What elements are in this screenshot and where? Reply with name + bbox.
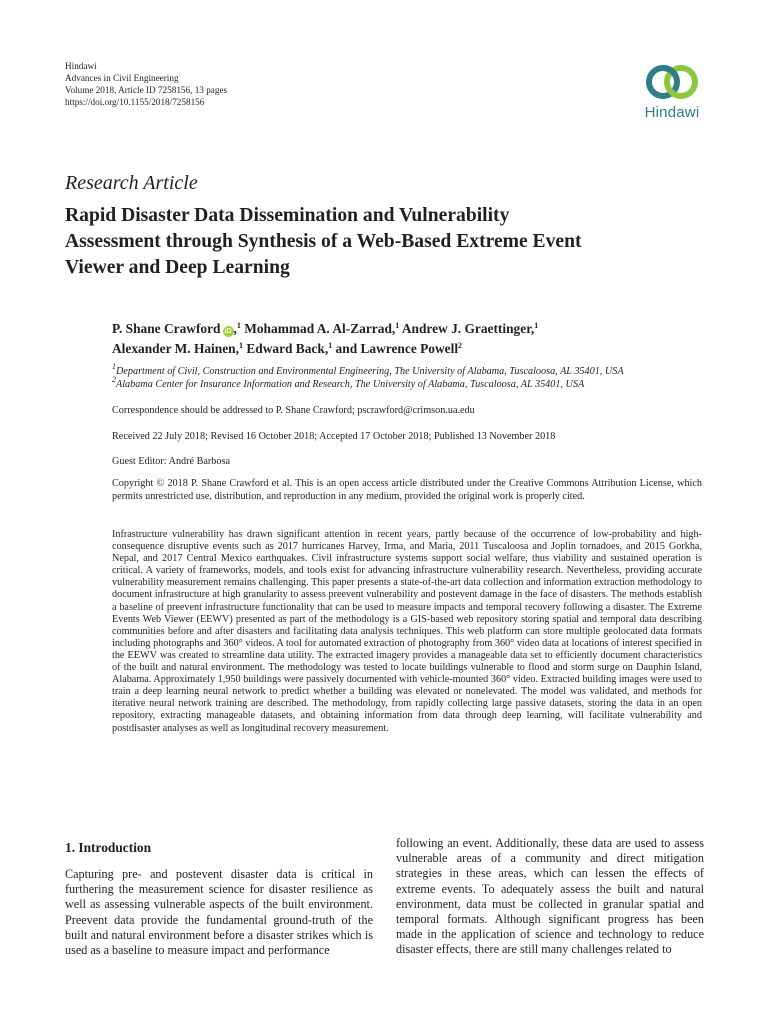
author-name[interactable]: Edward Back, xyxy=(246,341,329,356)
title-line: Rapid Disaster Data Dissemination and Vulnerability xyxy=(65,205,510,226)
author-line-2 xyxy=(112,339,722,359)
author-list xyxy=(112,319,722,359)
article-type: Research Article xyxy=(65,172,198,194)
title-line: Assessment through Synthesis of a Web-Based Extreme Event xyxy=(65,231,582,252)
body-column-right: following an event. Additionally, these data are used to assess vulnerable areas of a community and direct mitigation strategies in these areas, which can lessen the effects of extreme events. To adequately assess the built and natural environment, data must be collected in granular spatial and temporal formats. Although significant progress has been made in the application of science and technology to reduce disaster effects, there are still many challenges related to xyxy=(396,836,704,957)
correspondence: Correspondence should be addressed to P. Shane Crawford; pscrawford@crimson.ua.edu xyxy=(112,405,475,416)
author-name[interactable]: Alexander M. Hainen, xyxy=(112,341,239,356)
author-sup: 1 xyxy=(534,321,539,330)
body-column-left: Capturing pre- and postevent disaster data is critical in furthering the measurement science for disaster resilience as well as assessing vulnerable aspects of the built environment. Preevent data provide the fundamental ground-truth of the built and natural environment before a disaster strikes which is used as a baseline to measure impact and performance xyxy=(65,867,373,958)
section-heading: 1. Introduction xyxy=(65,840,152,855)
article-title xyxy=(65,203,715,281)
title-line: Viewer and Deep Learning xyxy=(65,257,290,278)
volume-info: Volume 2018, Article ID 7258156, 13 pages xyxy=(65,85,228,95)
author-sup: 1 xyxy=(236,321,241,330)
doi-link[interactable]: https://doi.org/10.1155/2018/7258156 xyxy=(65,97,205,107)
author-name[interactable]: Mohammad A. Al-Zarrad, xyxy=(244,321,396,336)
affiliation-sup: 1 xyxy=(112,362,116,371)
author-name[interactable]: and Lawrence Powell xyxy=(335,341,459,356)
author-sup: 2 xyxy=(458,341,463,350)
affiliation-text: Department of Civil, Construction and Environmental Engineering, The University of Alabama, Tuscaloosa, AL 35401, USA xyxy=(116,366,624,377)
affiliation xyxy=(112,375,624,391)
abstract: Infrastructure vulnerability has drawn significant attention in recent years, partly because of the occurrence of low-probability and high-consequence disruptive events such as 2017 hurricanes Harvey, Irma, and Maria, 2011 Tuscaloosa and Joplin tornadoes, and 2015 Gorkha, Nepal, and 2017 Central Mexico earthquakes. Civil infrastructure systems support social welfare, thus viability and sustained operation is critical. A variety of frameworks, models, and tools exist for advancing infrastructure vulnerability research. Nevertheless, providing accurate vulnerability measurement remains challenging. This paper presents a state-of-the-art data collection and information extraction methodology to document infrastructure at high granularity to assess preevent vulnerability and postevent damage in the face of disasters. The methods establish a baseline of preevent infrastructure functionality that can be used to measure impacts and temporal recovery following a disaster. The Extreme Events Web Viewer (EEWV) presented as part of the methodology is a GIS-based web repository storing spatial and temporal data describing communities before and after disasters and facilitating data analysis techniques. This web platform can store multiple geolocated data formats including photographs and 360° videos. A tool for automated extraction of photography from 360° video data at locations of interest specified in the EEWV was created to streamline data utility. The extracted imagery provides a manageable data set to efficiently document characteristics of the built and natural environment. The methodology was tested to locate buildings vulnerable to flood and storm surge on Dauphin Island, Alabama. Approximately 1,950 buildings were passively documented with vehicle-mounted 360° video. Extracted building images were used to train a deep learning neural network to predict whether a building was elevated or nonelevated. The model was validated, and methods for iterative neural network training are described. The methodology, from rapidly collecting large passive datasets, storing the data in an open repository, extracting manageable datasets, and obtaining information from data through deep learning, will facilitate vulnerability and postdisaster analyses as well as longitudinal recovery measurement. xyxy=(112,529,702,734)
author-line-1: P. Shane Crawford iD ,$^1$ Mohammad A. Al-Zarrad,$^1$ Andrew J. Graettinger,$^1$ xyxy=(112,321,539,336)
author-sup: 1 xyxy=(238,341,243,350)
orcid-icon[interactable]: iD xyxy=(224,328,232,335)
guest-editor: Guest Editor: André Barbosa xyxy=(112,456,230,467)
author-sup: 1 xyxy=(395,321,400,330)
hindawi-logo-text: Hindawi xyxy=(644,104,700,121)
journal-name: Advances in Civil Engineering xyxy=(65,73,179,83)
article-dates: Received 22 July 2018; Revised 16 October 2018; Accepted 17 October 2018; Published 13 November 2018 xyxy=(112,431,556,442)
author-name[interactable]: Andrew J. Graettinger, xyxy=(401,321,535,336)
journal-header xyxy=(65,60,227,108)
affiliation xyxy=(112,362,624,378)
publisher-name: Hindawi xyxy=(65,61,97,71)
affiliation-sup: 2 xyxy=(112,375,116,384)
copyright-notice: Copyright © 2018 P. Shane Crawford et al. This is an open access article distributed under the Creative Commons Attribution License, which permits unrestricted use, distribution, and reproduction in any medium, provided the original work is properly cited. xyxy=(112,478,702,502)
author-sup: 1 xyxy=(328,341,333,350)
affiliation-text: Alabama Center for Insurance Information and Research, The University of Alabama, Tuscaloosa, AL 35401, USA xyxy=(116,379,585,390)
hindawi-logo xyxy=(636,62,708,121)
hindawi-logo-icon xyxy=(641,62,703,102)
affiliations xyxy=(112,362,624,391)
author-name[interactable]: P. Shane Crawford xyxy=(112,321,221,336)
